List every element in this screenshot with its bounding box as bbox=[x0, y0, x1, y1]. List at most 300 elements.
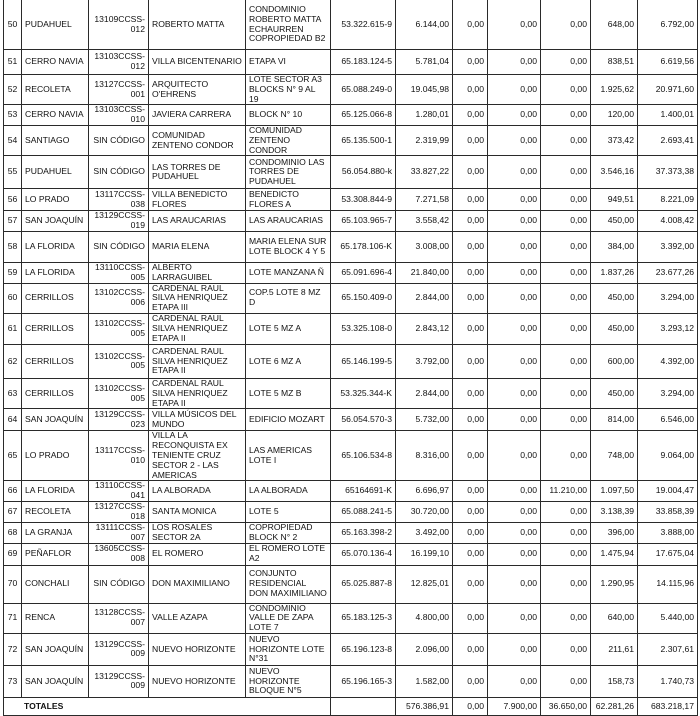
amount-2-cell: 0,00 bbox=[453, 431, 488, 481]
total-value-2: 0,00 bbox=[453, 697, 488, 715]
project-name-cell: ALBERTO LARRAGUIBEL bbox=[149, 262, 246, 283]
amount-3-cell: 0,00 bbox=[488, 50, 541, 75]
project-code-cell: 13128CCSS-007 bbox=[89, 603, 149, 633]
amount-4-cell: 0,00 bbox=[541, 211, 591, 232]
table-row bbox=[4, 665, 698, 697]
project-code-cell: 13129CCSS-009 bbox=[89, 633, 149, 665]
amount-total-cell: 3.294,00 bbox=[638, 283, 698, 313]
project-code-cell: SIN CÓDIGO bbox=[89, 156, 149, 189]
amount-5-cell: 450,00 bbox=[591, 211, 638, 232]
table-row bbox=[4, 283, 698, 313]
amount-total-cell: 6.619,56 bbox=[638, 50, 698, 75]
table-row bbox=[4, 344, 698, 378]
row-number-cell: 61 bbox=[4, 313, 22, 344]
table-row bbox=[4, 50, 698, 75]
amount-5-cell: 396,00 bbox=[591, 522, 638, 543]
amount-2-cell: 0,00 bbox=[453, 313, 488, 344]
table-row bbox=[4, 501, 698, 522]
location-cell: COMUNIDAD ZENTENO CONDOR bbox=[246, 125, 331, 155]
amount-4-cell: 0,00 bbox=[541, 543, 591, 565]
project-name-cell: VALLE AZAPA bbox=[149, 603, 246, 633]
amount-2-cell: 0,00 bbox=[453, 501, 488, 522]
table-row bbox=[4, 633, 698, 665]
table-row bbox=[4, 125, 698, 155]
rut-cell: 65.125.066-8 bbox=[331, 105, 396, 126]
amount-1-cell: 3.558,42 bbox=[396, 211, 453, 232]
amount-total-cell: 1.740,73 bbox=[638, 665, 698, 697]
rut-cell: 65.178.106-K bbox=[331, 231, 396, 262]
amount-5-cell: 450,00 bbox=[591, 378, 638, 408]
amount-total-cell: 14.115,96 bbox=[638, 565, 698, 603]
amount-3-cell: 0,00 bbox=[488, 522, 541, 543]
rut-cell: 65.146.199-5 bbox=[331, 344, 396, 378]
table-row bbox=[4, 378, 698, 408]
amount-3-cell: 0,00 bbox=[488, 231, 541, 262]
project-name-cell: VILLA BICENTENARIO bbox=[149, 50, 246, 75]
project-name-cell: NUEVO HORIZONTE bbox=[149, 633, 246, 665]
amount-5-cell: 1.097,50 bbox=[591, 481, 638, 502]
rut-cell: 65.103.965-7 bbox=[331, 211, 396, 232]
project-name-cell: NUEVO HORIZONTE bbox=[149, 665, 246, 697]
total-value-1: 576.386,91 bbox=[396, 697, 453, 715]
amount-1-cell: 2.844,00 bbox=[396, 283, 453, 313]
location-cell: LOTE 5 MZ A bbox=[246, 313, 331, 344]
amount-4-cell: 0,00 bbox=[541, 501, 591, 522]
project-code-cell: 13129CCSS-023 bbox=[89, 409, 149, 431]
project-code-cell: SIN CÓDIGO bbox=[89, 125, 149, 155]
amount-3-cell: 0,00 bbox=[488, 378, 541, 408]
amount-total-cell: 6.792,00 bbox=[638, 0, 698, 50]
rut-cell: 65.070.136-4 bbox=[331, 543, 396, 565]
table-row bbox=[4, 0, 698, 50]
row-number-cell: 52 bbox=[4, 75, 22, 105]
row-number-cell: 64 bbox=[4, 409, 22, 431]
amount-5-cell: 600,00 bbox=[591, 344, 638, 378]
amount-2-cell: 0,00 bbox=[453, 603, 488, 633]
location-cell: CONDOMINIO ROBERTO MATTA ECHAURREN COPROPIEDAD B2 bbox=[246, 0, 331, 50]
row-number-cell: 53 bbox=[4, 105, 22, 126]
row-number-cell: 68 bbox=[4, 522, 22, 543]
amount-4-cell: 0,00 bbox=[541, 0, 591, 50]
amount-2-cell: 0,00 bbox=[453, 156, 488, 189]
amount-1-cell: 8.316,00 bbox=[396, 431, 453, 481]
table-row bbox=[4, 313, 698, 344]
commune-cell: CERRILLOS bbox=[22, 378, 89, 408]
amount-2-cell: 0,00 bbox=[453, 283, 488, 313]
project-code-cell: 13117CCSS-010 bbox=[89, 431, 149, 481]
row-number-cell: 65 bbox=[4, 431, 22, 481]
amount-2-cell: 0,00 bbox=[453, 665, 488, 697]
project-code-cell: 13102CCSS-006 bbox=[89, 283, 149, 313]
project-name-cell: LAS ARAUCARIAS bbox=[149, 211, 246, 232]
amount-1-cell: 6.696,97 bbox=[396, 481, 453, 502]
amount-total-cell: 2.693,41 bbox=[638, 125, 698, 155]
amount-4-cell: 0,00 bbox=[541, 522, 591, 543]
amount-1-cell: 3.008,00 bbox=[396, 231, 453, 262]
amount-total-cell: 17.675,04 bbox=[638, 543, 698, 565]
row-number-cell: 63 bbox=[4, 378, 22, 408]
amount-5-cell: 120,00 bbox=[591, 105, 638, 126]
project-code-cell: 13103CCSS-012 bbox=[89, 50, 149, 75]
total-value-5: 62.281,26 bbox=[591, 697, 638, 715]
row-number-cell: 67 bbox=[4, 501, 22, 522]
rut-cell: 65.025.887-8 bbox=[331, 565, 396, 603]
amount-4-cell: 0,00 bbox=[541, 262, 591, 283]
location-cell: MARIA ELENA SUR LOTE BLOCK 4 Y 5 bbox=[246, 231, 331, 262]
project-name-cell: VILLA LA RECONQUISTA EX TENIENTE CRUZ SECTOR 2 - LAS AMERICAS bbox=[149, 431, 246, 481]
project-code-cell: 13111CCSS-007 bbox=[89, 522, 149, 543]
row-number-cell: 51 bbox=[4, 50, 22, 75]
row-number-cell: 54 bbox=[4, 125, 22, 155]
project-name-cell: JAVIERA CARRERA bbox=[149, 105, 246, 126]
table-row bbox=[4, 75, 698, 105]
amount-4-cell: 0,00 bbox=[541, 409, 591, 431]
commune-cell: SAN JOAQUÍN bbox=[22, 211, 89, 232]
amount-4-cell: 0,00 bbox=[541, 156, 591, 189]
amount-4-cell: 0,00 bbox=[541, 344, 591, 378]
amount-3-cell: 0,00 bbox=[488, 633, 541, 665]
amount-2-cell: 0,00 bbox=[453, 50, 488, 75]
table-row bbox=[4, 189, 698, 211]
rut-cell: 53.322.615-9 bbox=[331, 0, 396, 50]
amount-2-cell: 0,00 bbox=[453, 481, 488, 502]
project-name-cell: LOS ROSALES SECTOR 2A bbox=[149, 522, 246, 543]
amount-total-cell: 2.307,61 bbox=[638, 633, 698, 665]
location-cell: CONDOMINIO VALLE DE ZAPA LOTE 7 bbox=[246, 603, 331, 633]
amount-5-cell: 748,00 bbox=[591, 431, 638, 481]
amount-total-cell: 4.392,00 bbox=[638, 344, 698, 378]
amount-1-cell: 16.199,10 bbox=[396, 543, 453, 565]
row-number-cell: 60 bbox=[4, 283, 22, 313]
total-value-4: 36.650,00 bbox=[541, 697, 591, 715]
amount-3-cell: 0,00 bbox=[488, 501, 541, 522]
amount-5-cell: 211,61 bbox=[591, 633, 638, 665]
amount-4-cell: 0,00 bbox=[541, 603, 591, 633]
commune-cell: CERRO NAVIA bbox=[22, 105, 89, 126]
amount-2-cell: 0,00 bbox=[453, 105, 488, 126]
rut-cell: 56.054.570-3 bbox=[331, 409, 396, 431]
project-code-cell: 13109CCSS-012 bbox=[89, 0, 149, 50]
location-cell: LOTE 5 MZ B bbox=[246, 378, 331, 408]
amount-2-cell: 0,00 bbox=[453, 565, 488, 603]
table-row bbox=[4, 156, 698, 189]
amount-3-cell: 0,00 bbox=[488, 665, 541, 697]
amount-3-cell: 0,00 bbox=[488, 125, 541, 155]
rut-cell: 65.135.500-1 bbox=[331, 125, 396, 155]
commune-cell: CERRILLOS bbox=[22, 344, 89, 378]
commune-cell: PEÑAFLOR bbox=[22, 543, 89, 565]
amount-4-cell: 0,00 bbox=[541, 231, 591, 262]
location-cell: LOTE MANZANA Ñ bbox=[246, 262, 331, 283]
row-number-cell: 62 bbox=[4, 344, 22, 378]
table-row bbox=[4, 105, 698, 126]
commune-cell: PUDAHUEL bbox=[22, 156, 89, 189]
rut-cell: 65.183.125-3 bbox=[331, 603, 396, 633]
amount-3-cell: 0,00 bbox=[488, 105, 541, 126]
amount-1-cell: 21.840,00 bbox=[396, 262, 453, 283]
amount-5-cell: 158,73 bbox=[591, 665, 638, 697]
location-cell: NUEVO HORIZONTE LOTE N°31 bbox=[246, 633, 331, 665]
project-code-cell: SIN CÓDIGO bbox=[89, 565, 149, 603]
commune-cell: SAN JOAQUÍN bbox=[22, 665, 89, 697]
amount-2-cell: 0,00 bbox=[453, 378, 488, 408]
commune-cell: RECOLETA bbox=[22, 75, 89, 105]
location-cell: LA ALBORADA bbox=[246, 481, 331, 502]
project-code-cell: SIN CÓDIGO bbox=[89, 231, 149, 262]
project-code-cell: 13102CCSS-005 bbox=[89, 344, 149, 378]
amount-2-cell: 0,00 bbox=[453, 522, 488, 543]
table-row bbox=[4, 231, 698, 262]
amount-4-cell: 0,00 bbox=[541, 565, 591, 603]
amount-total-cell: 33.858,39 bbox=[638, 501, 698, 522]
table-row bbox=[4, 262, 698, 283]
amount-3-cell: 0,00 bbox=[488, 543, 541, 565]
amount-1-cell: 5.781,04 bbox=[396, 50, 453, 75]
table-row bbox=[4, 543, 698, 565]
project-code-cell: 13117CCSS-038 bbox=[89, 189, 149, 211]
commune-cell: CERRILLOS bbox=[22, 313, 89, 344]
amount-4-cell: 0,00 bbox=[541, 125, 591, 155]
commune-cell: LA FLORIDA bbox=[22, 481, 89, 502]
amount-total-cell: 6.546,00 bbox=[638, 409, 698, 431]
amount-total-cell: 19.004,47 bbox=[638, 481, 698, 502]
amount-2-cell: 0,00 bbox=[453, 262, 488, 283]
rut-cell: 65.088.249-0 bbox=[331, 75, 396, 105]
project-code-cell: 13110CCSS-005 bbox=[89, 262, 149, 283]
location-cell: LOTE SECTOR A3 BLOCKS N° 9 AL 19 bbox=[246, 75, 331, 105]
amount-4-cell: 0,00 bbox=[541, 665, 591, 697]
table-row bbox=[4, 409, 698, 431]
amount-1-cell: 19.045,98 bbox=[396, 75, 453, 105]
amount-1-cell: 12.825,01 bbox=[396, 565, 453, 603]
amount-3-cell: 0,00 bbox=[488, 189, 541, 211]
amount-4-cell: 11.210,00 bbox=[541, 481, 591, 502]
amount-2-cell: 0,00 bbox=[453, 633, 488, 665]
rut-cell: 53.325.108-0 bbox=[331, 313, 396, 344]
row-number-cell: 71 bbox=[4, 603, 22, 633]
project-code-cell: 13110CCSS-041 bbox=[89, 481, 149, 502]
rut-cell: 56.054.880-k bbox=[331, 156, 396, 189]
amount-1-cell: 3.792,00 bbox=[396, 344, 453, 378]
project-code-cell: 13102CCSS-005 bbox=[89, 313, 149, 344]
row-number-cell: 57 bbox=[4, 211, 22, 232]
commune-cell: RECOLETA bbox=[22, 501, 89, 522]
project-name-cell: ARQUITECTO O'EHRENS bbox=[149, 75, 246, 105]
amount-3-cell: 0,00 bbox=[488, 211, 541, 232]
project-name-cell: CARDENAL RAUL SILVA HENRIQUEZ ETAPA III bbox=[149, 283, 246, 313]
projects-table bbox=[3, 0, 698, 716]
amount-3-cell: 0,00 bbox=[488, 313, 541, 344]
project-name-cell: SANTA MONICA bbox=[149, 501, 246, 522]
amount-1-cell: 4.800,00 bbox=[396, 603, 453, 633]
amount-3-cell: 0,00 bbox=[488, 409, 541, 431]
location-cell: COPROPIEDAD BLOCK N° 2 bbox=[246, 522, 331, 543]
project-name-cell: CARDENAL RAUL SILVA HENRIQUEZ ETAPA II bbox=[149, 344, 246, 378]
amount-5-cell: 384,00 bbox=[591, 231, 638, 262]
commune-cell: LO PRADO bbox=[22, 189, 89, 211]
amount-total-cell: 8.221,09 bbox=[638, 189, 698, 211]
totals-label: TOTALES bbox=[4, 697, 331, 715]
rut-cell: 65.163.398-2 bbox=[331, 522, 396, 543]
amount-1-cell: 2.096,00 bbox=[396, 633, 453, 665]
commune-cell: SAN JOAQUÍN bbox=[22, 633, 89, 665]
location-cell: ETAPA VI bbox=[246, 50, 331, 75]
project-name-cell: CARDENAL RAUL SILVA HENRIQUEZ ETAPA II bbox=[149, 313, 246, 344]
amount-total-cell: 20.971,60 bbox=[638, 75, 698, 105]
amount-1-cell: 30.720,00 bbox=[396, 501, 453, 522]
commune-cell: RENCA bbox=[22, 603, 89, 633]
rut-cell: 65.106.534-8 bbox=[331, 431, 396, 481]
table-row bbox=[4, 431, 698, 481]
amount-2-cell: 0,00 bbox=[453, 344, 488, 378]
amount-5-cell: 648,00 bbox=[591, 0, 638, 50]
amount-5-cell: 1.475,94 bbox=[591, 543, 638, 565]
location-cell: LAS AMERICAS LOTE I bbox=[246, 431, 331, 481]
amount-5-cell: 1.925,62 bbox=[591, 75, 638, 105]
amount-5-cell: 814,00 bbox=[591, 409, 638, 431]
location-cell: COP.5 LOTE 8 MZ D bbox=[246, 283, 331, 313]
amount-3-cell: 0,00 bbox=[488, 262, 541, 283]
amount-4-cell: 0,00 bbox=[541, 189, 591, 211]
totals-empty-cell bbox=[331, 697, 396, 715]
row-number-cell: 73 bbox=[4, 665, 22, 697]
amount-total-cell: 3.294,00 bbox=[638, 378, 698, 408]
amount-2-cell: 0,00 bbox=[453, 125, 488, 155]
amount-3-cell: 0,00 bbox=[488, 75, 541, 105]
amount-2-cell: 0,00 bbox=[453, 211, 488, 232]
amount-4-cell: 0,00 bbox=[541, 431, 591, 481]
table-row bbox=[4, 565, 698, 603]
amount-5-cell: 949,51 bbox=[591, 189, 638, 211]
amount-2-cell: 0,00 bbox=[453, 409, 488, 431]
location-cell: BENEDICTO FLORES A bbox=[246, 189, 331, 211]
amount-4-cell: 0,00 bbox=[541, 378, 591, 408]
project-name-cell: ROBERTO MATTA bbox=[149, 0, 246, 50]
amount-1-cell: 1.280,01 bbox=[396, 105, 453, 126]
project-name-cell: EL ROMERO bbox=[149, 543, 246, 565]
amount-total-cell: 3.888,00 bbox=[638, 522, 698, 543]
amount-4-cell: 0,00 bbox=[541, 50, 591, 75]
table-row bbox=[4, 603, 698, 633]
amount-1-cell: 5.732,00 bbox=[396, 409, 453, 431]
rut-cell: 65.183.124-5 bbox=[331, 50, 396, 75]
amount-4-cell: 0,00 bbox=[541, 313, 591, 344]
amount-3-cell: 0,00 bbox=[488, 565, 541, 603]
project-code-cell: 13605CCSS-008 bbox=[89, 543, 149, 565]
project-name-cell: CARDENAL RAUL SILVA HENRIQUEZ ETAPA II bbox=[149, 378, 246, 408]
commune-cell: SAN JOAQUÍN bbox=[22, 409, 89, 431]
total-value-grand: 683.218,17 bbox=[638, 697, 698, 715]
rut-cell: 65.196.123-8 bbox=[331, 633, 396, 665]
amount-5-cell: 1.837,26 bbox=[591, 262, 638, 283]
row-number-cell: 50 bbox=[4, 0, 22, 50]
amount-2-cell: 0,00 bbox=[453, 0, 488, 50]
row-number-cell: 56 bbox=[4, 189, 22, 211]
project-code-cell: 13102CCSS-005 bbox=[89, 378, 149, 408]
amount-1-cell: 7.271,58 bbox=[396, 189, 453, 211]
rut-cell: 65164691-K bbox=[331, 481, 396, 502]
row-number-cell: 55 bbox=[4, 156, 22, 189]
project-code-cell: 13129CCSS-009 bbox=[89, 665, 149, 697]
commune-cell: LA FLORIDA bbox=[22, 231, 89, 262]
rut-cell: 65.091.696-4 bbox=[331, 262, 396, 283]
amount-1-cell: 6.144,00 bbox=[396, 0, 453, 50]
amount-1-cell: 2.319,99 bbox=[396, 125, 453, 155]
location-cell: LOTE 6 MZ A bbox=[246, 344, 331, 378]
amount-1-cell: 33.827,22 bbox=[396, 156, 453, 189]
amount-1-cell: 3.492,00 bbox=[396, 522, 453, 543]
project-name-cell: LAS TORRES DE PUDAHUEL bbox=[149, 156, 246, 189]
rut-cell: 53.308.844-9 bbox=[331, 189, 396, 211]
location-cell: BLOCK N° 10 bbox=[246, 105, 331, 126]
project-name-cell: VILLA MÚSICOS DEL MUNDO bbox=[149, 409, 246, 431]
commune-cell: LA FLORIDA bbox=[22, 262, 89, 283]
rut-cell: 53.325.344-K bbox=[331, 378, 396, 408]
row-number-cell: 66 bbox=[4, 481, 22, 502]
rut-cell: 65.150.409-0 bbox=[331, 283, 396, 313]
amount-5-cell: 838,51 bbox=[591, 50, 638, 75]
project-name-cell: DON MAXIMILIANO bbox=[149, 565, 246, 603]
totals-row bbox=[4, 697, 698, 715]
amount-5-cell: 640,00 bbox=[591, 603, 638, 633]
project-code-cell: 13127CCSS-018 bbox=[89, 501, 149, 522]
commune-cell: PUDAHUEL bbox=[22, 0, 89, 50]
location-cell: LOTE 5 bbox=[246, 501, 331, 522]
amount-3-cell: 0,00 bbox=[488, 156, 541, 189]
amount-5-cell: 450,00 bbox=[591, 283, 638, 313]
project-name-cell: MARIA ELENA bbox=[149, 231, 246, 262]
amount-3-cell: 0,00 bbox=[488, 603, 541, 633]
total-value-3: 7.900,00 bbox=[488, 697, 541, 715]
amount-total-cell: 4.008,42 bbox=[638, 211, 698, 232]
amount-total-cell: 1.400,01 bbox=[638, 105, 698, 126]
commune-cell: CONCHALI bbox=[22, 565, 89, 603]
amount-4-cell: 0,00 bbox=[541, 75, 591, 105]
project-name-cell: LA ALBORADA bbox=[149, 481, 246, 502]
amount-5-cell: 450,00 bbox=[591, 313, 638, 344]
location-cell: LAS ARAUCARIAS bbox=[246, 211, 331, 232]
row-number-cell: 70 bbox=[4, 565, 22, 603]
project-name-cell: VILLA BENEDICTO FLORES bbox=[149, 189, 246, 211]
table-row bbox=[4, 211, 698, 232]
amount-3-cell: 0,00 bbox=[488, 431, 541, 481]
project-name-cell: COMUNIDAD ZENTENO CONDOR bbox=[149, 125, 246, 155]
location-cell: EDIFICIO MOZART bbox=[246, 409, 331, 431]
amount-4-cell: 0,00 bbox=[541, 105, 591, 126]
project-code-cell: 13129CCSS-019 bbox=[89, 211, 149, 232]
commune-cell: SANTIAGO bbox=[22, 125, 89, 155]
amount-5-cell: 3.546,16 bbox=[591, 156, 638, 189]
commune-cell: CERRILLOS bbox=[22, 283, 89, 313]
amount-total-cell: 23.677,26 bbox=[638, 262, 698, 283]
amount-3-cell: 0,00 bbox=[488, 283, 541, 313]
amount-total-cell: 3.293,12 bbox=[638, 313, 698, 344]
amount-total-cell: 5.440,00 bbox=[638, 603, 698, 633]
amount-4-cell: 0,00 bbox=[541, 283, 591, 313]
project-code-cell: 13103CCSS-010 bbox=[89, 105, 149, 126]
amount-3-cell: 0,00 bbox=[488, 0, 541, 50]
table-row bbox=[4, 481, 698, 502]
location-cell: EL ROMERO LOTE A2 bbox=[246, 543, 331, 565]
amount-1-cell: 1.582,00 bbox=[396, 665, 453, 697]
rut-cell: 65.088.241-5 bbox=[331, 501, 396, 522]
row-number-cell: 69 bbox=[4, 543, 22, 565]
commune-cell: LA GRANJA bbox=[22, 522, 89, 543]
amount-total-cell: 37.373,38 bbox=[638, 156, 698, 189]
commune-cell: CERRO NAVIA bbox=[22, 50, 89, 75]
project-code-cell: 13127CCSS-001 bbox=[89, 75, 149, 105]
location-cell: CONJUNTO RESIDENCIAL DON MAXIMILIANO bbox=[246, 565, 331, 603]
